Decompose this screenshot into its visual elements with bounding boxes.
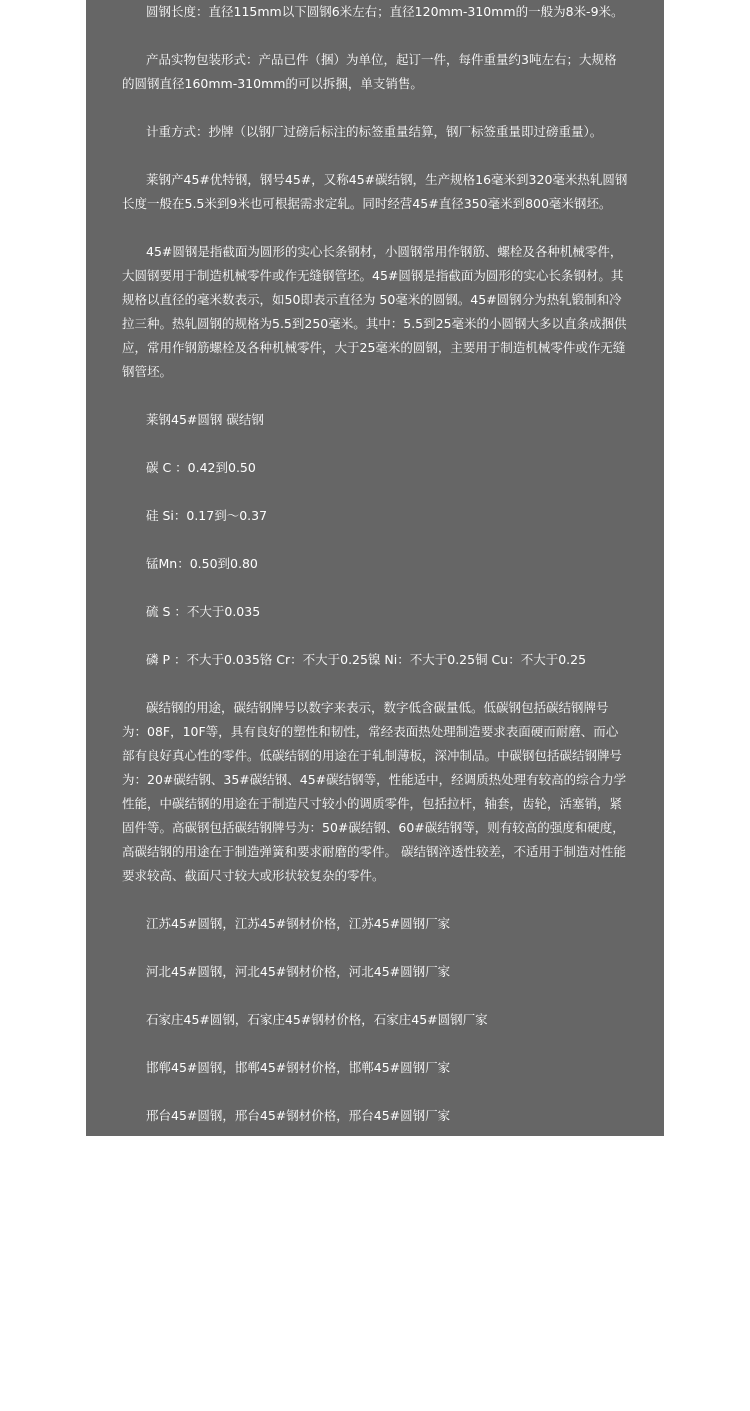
paragraph-sulfur: 硫 S ：不大于0.035: [146, 604, 261, 619]
paragraph-carbon-steel-usage: 碳结钢的用途，碳结钢牌号以数字来表示，数字低含碳量低。低碳钢包括碳结钢牌号为：08F，10F等，具有良好的塑性和韧性，常经表面热处理制造要求表面硬而耐磨、而心部有良好真心性的零件。低碳结钢的用途在于轧制薄板，深冲制品。中碳钢包括碳结钢牌号为：20#碳结钢、35#碳结钢、45#碳结钢等，性能适中，经调质热处理有较高的综合力学性能，中碳结钢的用途在于制造尺寸较小的调质零件，包括拉杆，轴套，齿轮，活塞销，紧固件等。高碳钢包括碳结钢牌号为：50#碳结钢、60#碳结钢等，则有较高的强度和硬度，高碳结钢的用途在于制造弹簧和要求耐磨的零件。 碳结钢淬透性较差，不适用于制造对性能要求较高、截面尺寸较大或形状较复杂的零件。: [122, 700, 627, 883]
paragraph-phosphorus: 磷 P ：不大于0.035铬 Cr：不大于0.25镍 Ni：不大于0.25铜 Cu：不大于0.25: [146, 652, 587, 667]
paragraph-silicon: 硅 Si：0.17到～0.37: [146, 508, 268, 523]
paragraph-handan: 邯郸45#圆钢，邯郸45#钢材价格，邯郸45#圆钢厂家: [146, 1060, 451, 1075]
paragraph-xingtai: 邢台45#圆钢，邢台45#钢材价格，邢台45#圆钢厂家: [146, 1108, 451, 1123]
paragraph-composition-title: 莱钢45#圆钢 碳结钢: [146, 412, 264, 427]
paragraph-packaging: 产品实物包装形式：产品已件（捆）为单位，起订一件，每件重量约3吨左右；大规格的圆钢直径160mm-310mm的可以拆捆，单支销售。: [122, 52, 617, 91]
paragraph-length: 圆钢长度：直径115mm以下圆钢6米左右；直径120mm-310mm的一般为8米-9米。: [146, 4, 624, 19]
paragraph-weighing: 计重方式：抄牌（以钢厂过磅后标注的标签重量结算，钢厂标签重量即过磅重量）。: [146, 124, 603, 139]
paragraph-45-round-steel: 45#圆钢是指截面为圆形的实心长条钢材，小圆钢常用作钢筋、螺栓及各种机械零件，大圆钢要用于制造机械零件或作无缝钢管坯。45#圆钢是指截面为圆形的实心长条钢材。其规格以直径的毫米数表示，如50即表示直径为 50毫米的圆钢。45#圆钢分为热轧锻制和冷拉三种。热轧圆钢的规格为5.5到250毫米。其中：5.5到25毫米的小圆钢大多以直条成捆供应，常用作钢筋螺栓及各种机械零件，大于25毫米的圆钢，主要用于制造机械零件或作无缝钢管坯。: [122, 244, 627, 379]
paragraph-laigang-product: 莱钢产45#优特钢，钢号45#，又称45#碳结钢，生产规格16毫米到320毫米热轧圆钢长度一般在5.5米到9米也可根据需求定轧。同时经营45#直径350毫米到800毫米钢坯。: [122, 172, 628, 211]
paragraph-shijiazhuang: 石家庄45#圆钢，石家庄45#钢材价格，石家庄45#圆钢厂家: [146, 1012, 488, 1027]
paragraph-manganese: 锰Mn：0.50到0.80: [146, 556, 258, 571]
article-body: [122, 0, 628, 1176]
paragraph-carbon: 碳 C ：0.42到0.50: [146, 460, 256, 475]
paragraph-hebei: 河北45#圆钢，河北45#钢材价格，河北45#圆钢厂家: [146, 964, 451, 979]
paragraph-jiangsu: 江苏45#圆钢，江苏45#钢材价格，江苏45#圆钢厂家: [146, 916, 451, 931]
paragraph-cangzhou: 沧州45#圆钢，沧州45#钢材价格，沧州45#圆钢厂家: [146, 1156, 451, 1171]
article-panel: [86, 0, 664, 1171]
